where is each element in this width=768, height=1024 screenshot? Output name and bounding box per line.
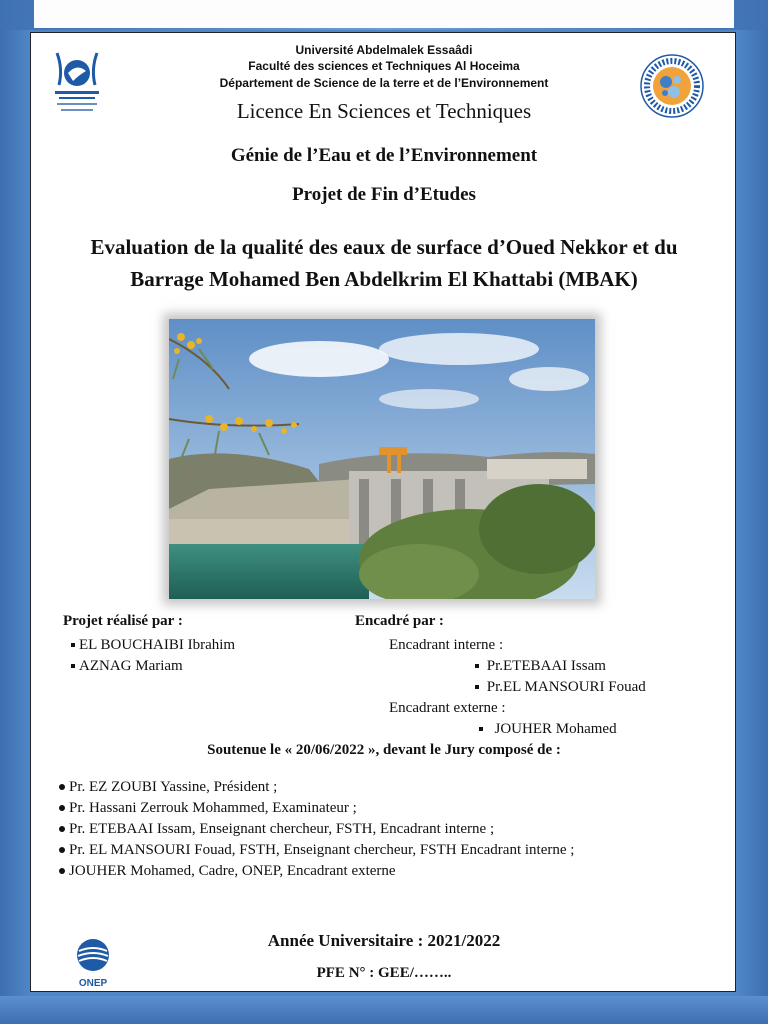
bullet-icon xyxy=(59,847,65,853)
dam-photo xyxy=(169,319,595,599)
university-name: Université Abdelmalek Essaâdi xyxy=(295,43,473,57)
bullet-icon xyxy=(475,685,479,689)
licence-title: Licence En Sciences et Techniques xyxy=(236,99,532,123)
cover-page xyxy=(30,32,736,992)
internal-supervisor-1: Pr.ETEBAAI Issam xyxy=(475,658,606,675)
thesis-title-line-1: Evaluation de la qualité des eaux de surface d’Oued Nekkor et du xyxy=(90,235,678,259)
onep-emblem-icon xyxy=(73,937,113,973)
pfe-number: PFE N° : GEE/…….. xyxy=(316,965,452,981)
bottom-border xyxy=(0,996,768,1024)
top-margin xyxy=(34,0,734,28)
bullet-icon xyxy=(59,868,65,874)
jury-member-1: Pr. EZ ZOUBI Yassine, Président ; xyxy=(59,779,277,796)
bullet-icon xyxy=(71,643,75,647)
external-supervisor-1: JOUHER Mohamed xyxy=(479,721,617,738)
jury-member-4: Pr. EL MANSOURI Fouad, FSTH, Enseignant chercheur, FSTH Encadrant interne ; xyxy=(59,842,574,859)
onep-logo xyxy=(73,937,113,987)
academic-year: Année Universitaire : 2021/2022 xyxy=(267,931,501,950)
bullet-icon xyxy=(475,664,479,668)
author-1: EL BOUCHAIBI Ibrahim xyxy=(71,637,235,654)
faculty-name: Faculté des sciences et Techniques Al Hoceima xyxy=(248,59,520,73)
bullet-icon xyxy=(59,784,65,790)
jury-member-2: Pr. Hassani Zerrouk Mohammed, Examinateur ; xyxy=(59,800,357,817)
jury-member-3: Pr. ETEBAAI Issam, Enseignant chercheur, FSTH, Encadrant interne ; xyxy=(59,821,494,838)
bullet-icon xyxy=(71,664,75,668)
supervisors-label: Encadré par : xyxy=(355,613,444,629)
author-2: AZNAG Mariam xyxy=(71,658,183,675)
bullet-icon xyxy=(59,826,65,832)
onep-logo-text: ONEP xyxy=(78,978,108,989)
internal-supervisor-label: Encadrant interne : xyxy=(389,637,504,653)
authors-label: Projet réalisé par : xyxy=(63,613,183,629)
department-name: Département de Science de la terre et de l’Environnement xyxy=(219,76,549,90)
project-type: Projet de Fin d’Etudes xyxy=(292,184,476,205)
external-supervisor-label: Encadrant externe : xyxy=(389,700,506,716)
thesis-title-line-2: Barrage Mohamed Ben Abdelkrim El Khattabi (MBAK) xyxy=(130,267,638,291)
bullet-icon xyxy=(479,727,483,731)
programme-title: Génie de l’Eau et de l’Environnement xyxy=(230,145,538,166)
jury-member-5: JOUHER Mohamed, Cadre, ONEP, Encadrant externe xyxy=(59,863,396,880)
internal-supervisor-2: Pr.EL MANSOURI Fouad xyxy=(475,679,646,696)
defense-statement: Soutenue le « 20/06/2022 », devant le Jury composé de : xyxy=(207,742,561,758)
bullet-icon xyxy=(59,805,65,811)
